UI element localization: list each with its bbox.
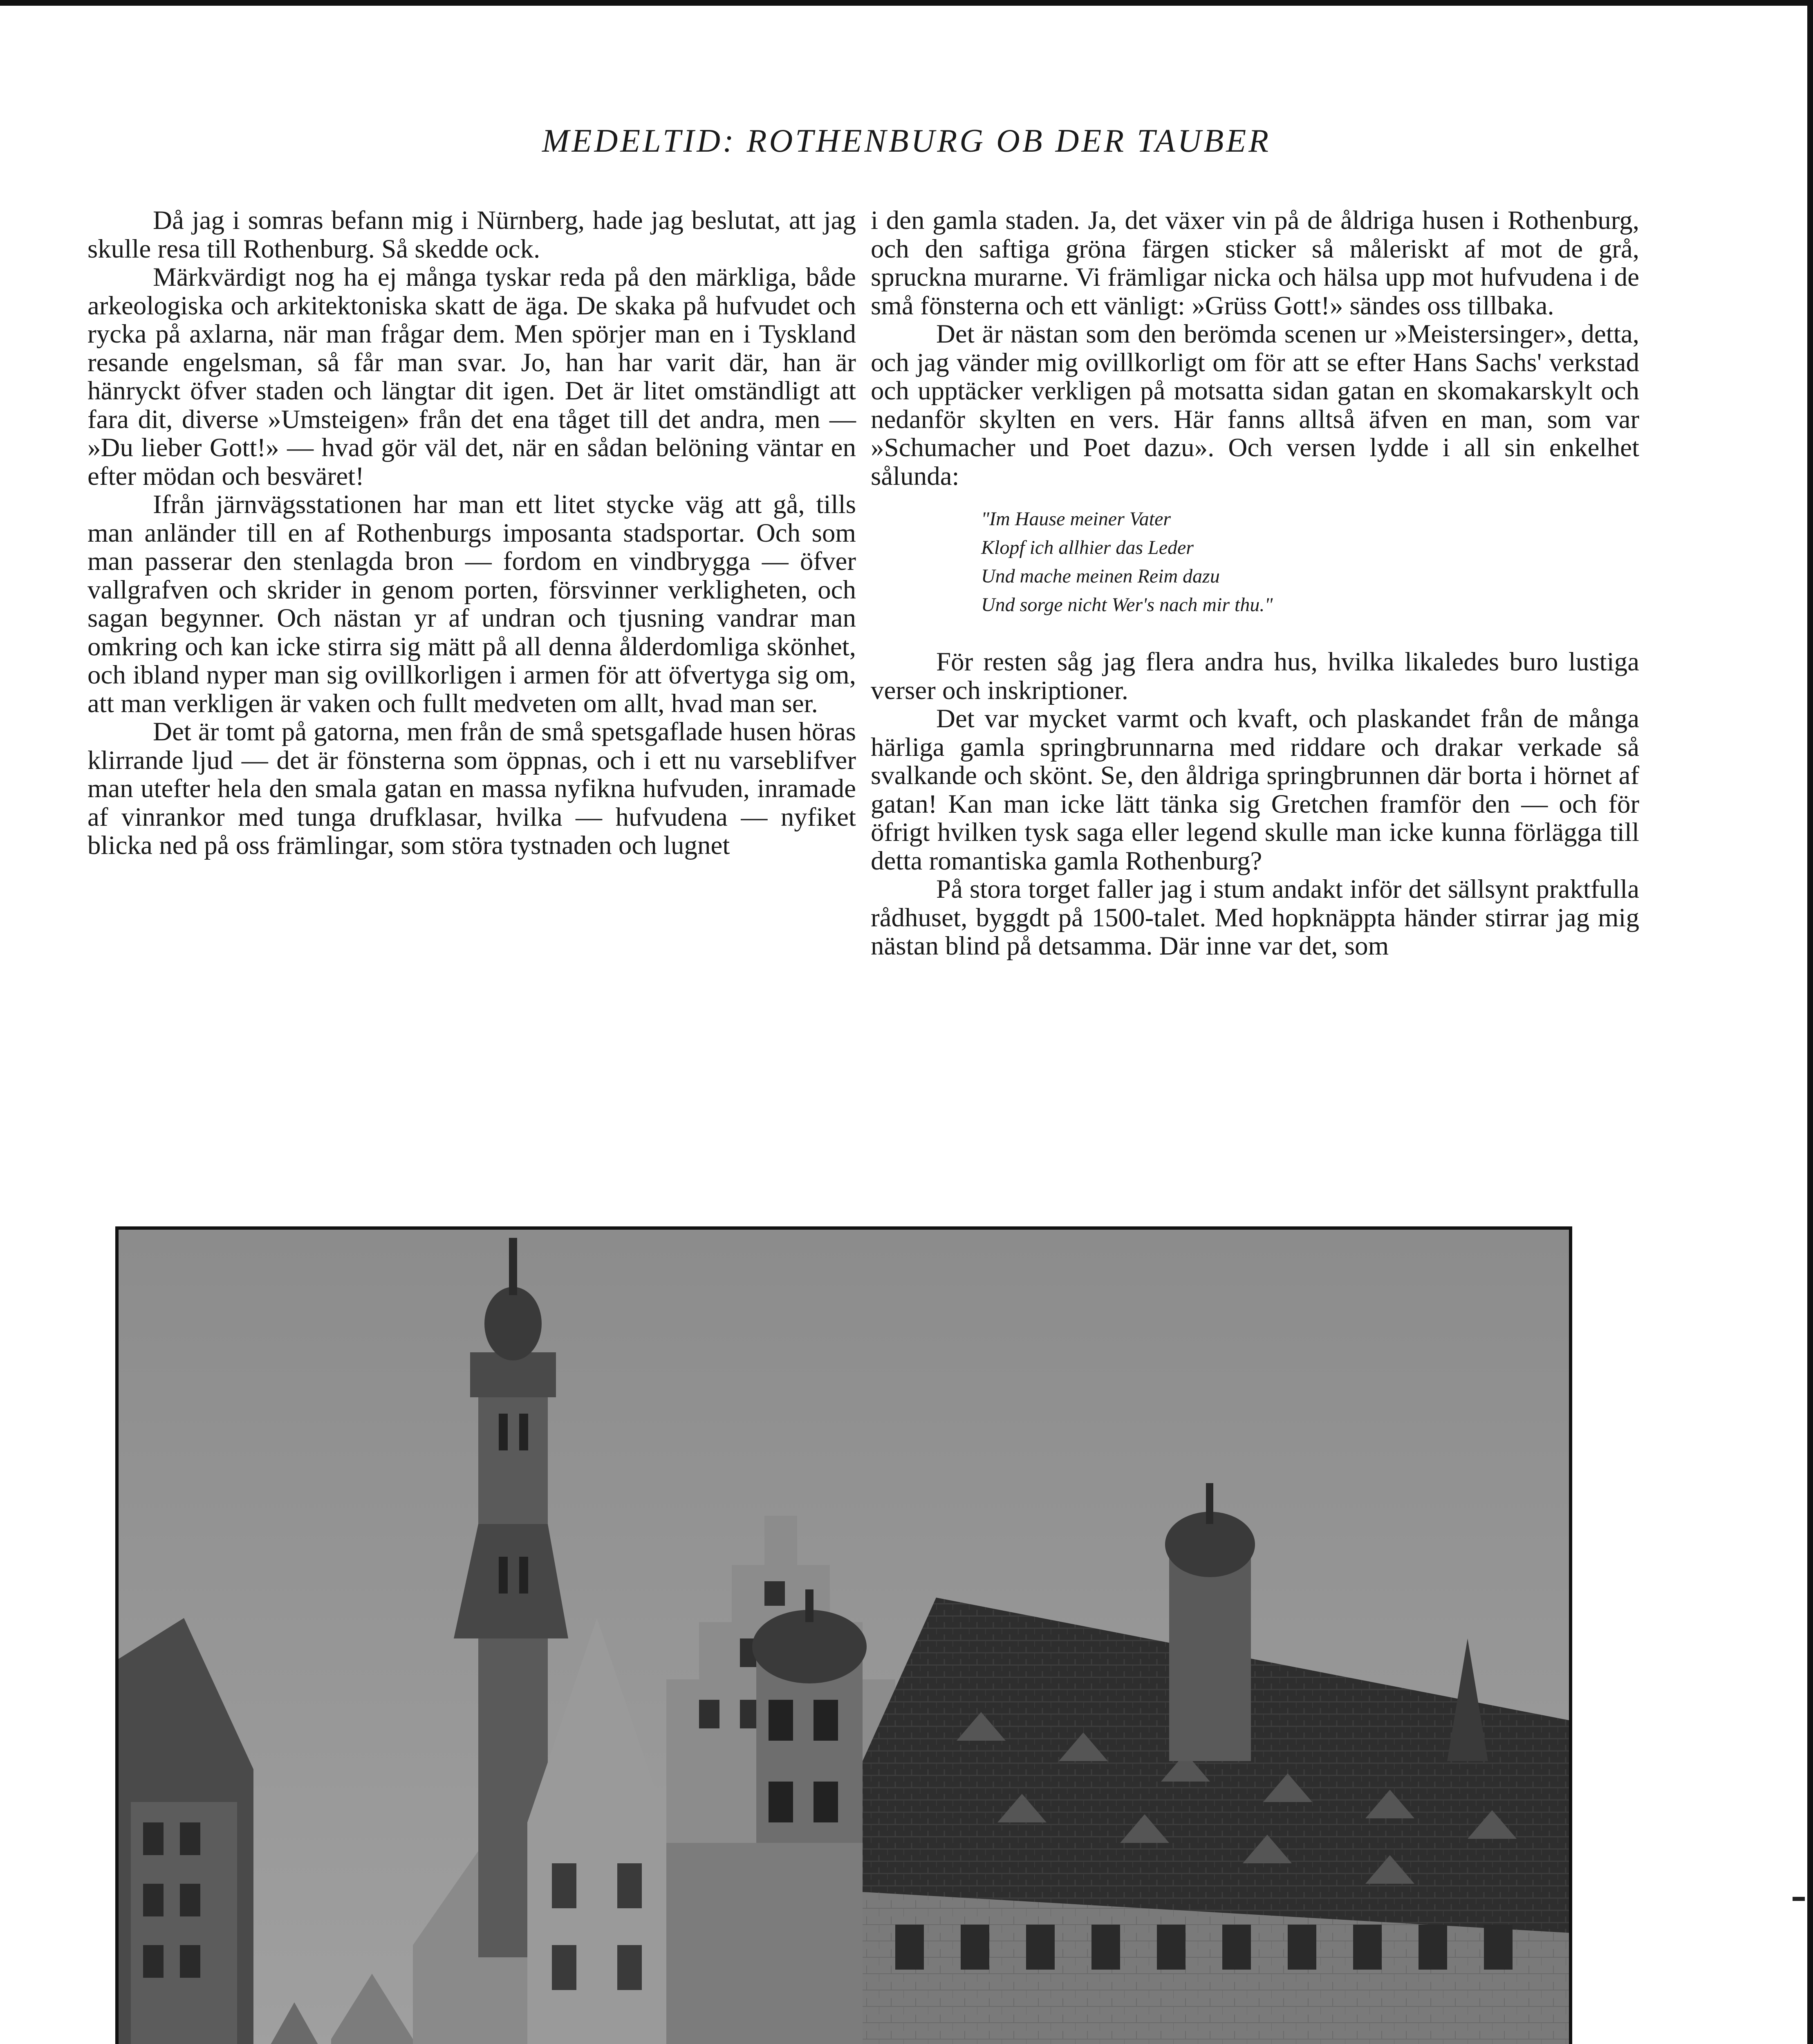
running-head: MEDELTID: ROTHENBURG OB DER TAUBER: [542, 123, 1271, 159]
verse-line: Und sorge nicht Wer's nach mir thu.": [981, 594, 1273, 616]
paragraph: Då jag i somras befann mig i Nürnberg, hade jag beslutat, att jag skulle resa till Rothenburg. Så skedde ock.: [87, 206, 856, 264]
paragraph: Det är nästan som den berömda scenen ur »Meistersinger», detta, och jag vänder mig ovillkorligt om för att se efter Hans Sachs' verkstad och upptäcker verkligen på motsatta sidan gatan en skomakarskylt och nedanför skylten en vers. Här fanns alltså äfven en man, som var »Schumacher und Poet dazu». Och versen lydde i all sin enkelhet sålunda:: [871, 319, 1639, 491]
left-column: [87, 206, 856, 860]
page-edge-top: [0, 0, 1813, 6]
margin-mark: [1793, 1897, 1805, 1901]
verse-line: "Im Hause meiner Vater: [981, 508, 1171, 530]
paragraph: För resten såg jag flera andra hus, hvilka likaledes buro lustiga verser och inskriptioner.: [871, 647, 1639, 705]
verse-line: Und mache meinen Reim dazu: [981, 565, 1220, 587]
rathaus-photograph: [115, 1226, 1572, 2044]
paragraph: Det är tomt på gatorna, men från de små spetsgaflade husen höras klirrande ljud — det är fönsterna som öppnas, och i ett nu varseblifver man utefter hela den smala gatan en massa nyfikna hufvuden, inramade af vinrankor med tunga drufklasar, hvilka — hufvudena — nyfiket blicka ned på oss främlingar, som störa tystnaden och lugnet: [87, 717, 856, 860]
paragraph: i den gamla staden. Ja, det växer vin på de åldriga husen i Rothenburg, och den saftiga gröna färgen sticker så måleriskt af mot de grå, spruckna murarne. Vi främligar nicka och hälsa upp mot hufvudena i de små fönsterna och ett vänligt: »Grüss Gott!» sändes oss tillbaka.: [871, 206, 1639, 320]
paragraph: På stora torget faller jag i stum andakt inför det sällsynt praktfulla rådhuset, byggdt på 1500-talet. Med hopknäppta händer stirrar jag mig nästan blind på detsamma. Där inne var det, som: [871, 874, 1639, 961]
photograph-rathaus-icon: [119, 1230, 1569, 2044]
paragraph: Det var mycket varmt och kvaft, och plaskandet från de många härliga gamla springbrunnarna med riddare och drakar verkade så svalkande och skönt. Se, den åldriga springbrunnen där borta i hörnet af gatan! Kan man icke lätt tänka sig Gretchen framför den — och för öfrigt hvilken tysk saga eller legend skulle man icke kunna förlägga till detta romantiska gamla Rothenburg?: [871, 704, 1639, 876]
page-edge-right: [1807, 0, 1813, 2044]
paragraph: Ifrån järnvägsstationen har man ett litet stycke väg att gå, tills man anländer till en af Rothenburgs imposanta stadsportar. Och som man passerar den stenlagda bron — fordom en vindbrygga — öfver vallgrafven och skrider in genom porten, försvinner verkligheten, och sagan begynner. Och nästan yr af undran och tjusning vandrar man omkring och kan icke stirra sig mätt på all denna ålderdomliga skönhet, och ibland nyper man sig ovillkorligen i armen för att öfvertyga sig om, att man verkligen är vaken och fullt medveten om allt, hvad man ser.: [87, 490, 856, 718]
verse-block: [871, 505, 1639, 619]
paragraph: Märkvärdigt nog ha ej många tyskar reda på den märkliga, både arkeologiska och arkitektoniska skatt de äga. De skaka på hufvudet och rycka på axlarna, när man frågar dem. Men spörjer man en i Tyskland resande engelsman, så får man svar. Jo, han har varit där, han är hänryckt öfver staden och längtar dit igen. Det är litet omständligt att fara dit, diverse »Umsteigen» från det ena tåget till det andra, men — »Du lieber Gott!» — hvad gör väl det, när en sådan belöning väntar en efter mödan och besväret!: [87, 262, 856, 491]
right-column: [871, 206, 1639, 961]
verse-line: Klopf ich allhier das Leder: [981, 537, 1194, 558]
